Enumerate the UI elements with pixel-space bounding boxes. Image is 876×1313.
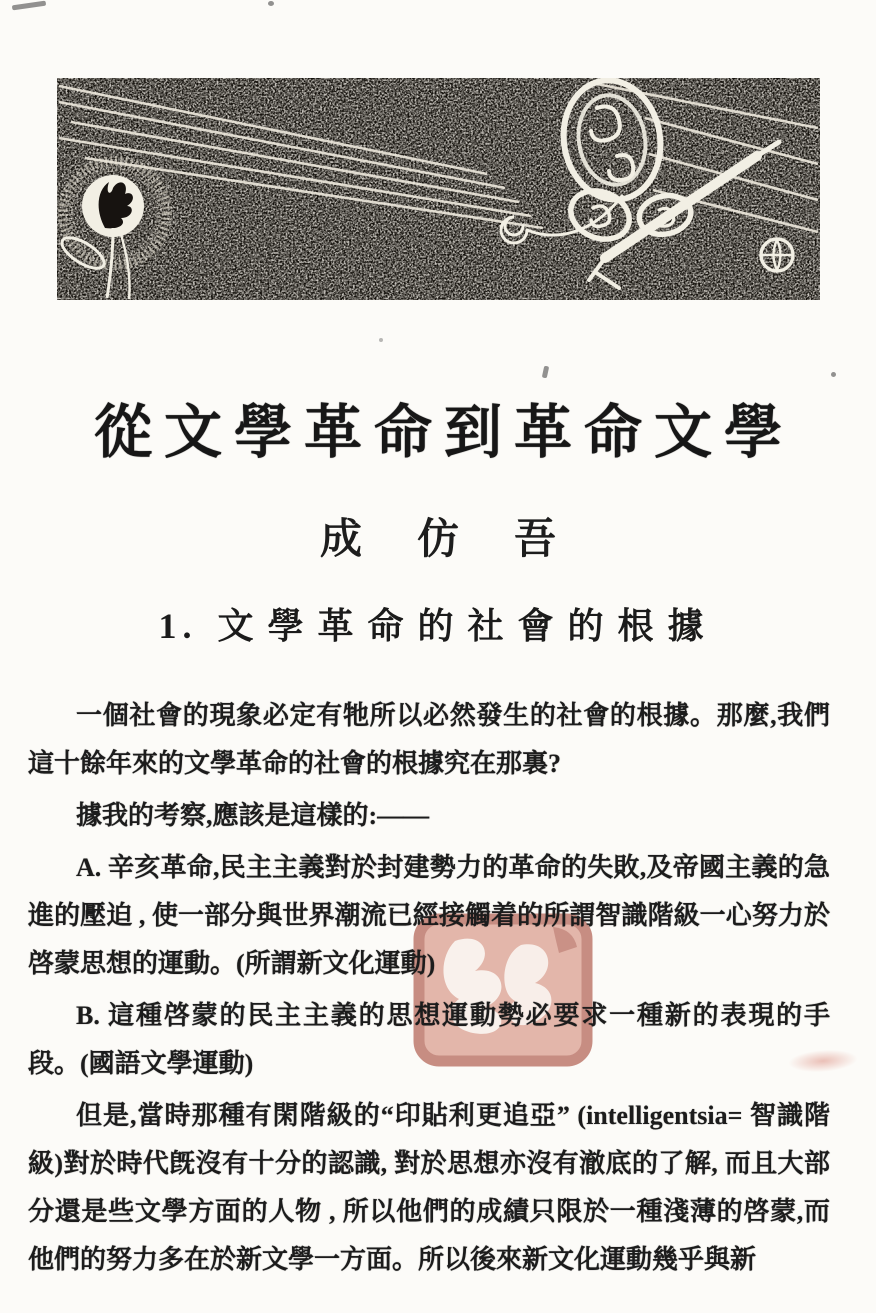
woodcut-banner-art bbox=[57, 78, 820, 300]
body-paragraph: 據我的考察,應該是這樣的:—— bbox=[76, 801, 430, 830]
section-heading bbox=[0, 598, 876, 649]
section-number: 1. bbox=[158, 606, 198, 646]
author-name: 成仿吾 bbox=[319, 517, 611, 563]
header-woodcut-illustration bbox=[57, 78, 820, 300]
article-title: 從文學革命到革命文學 bbox=[93, 400, 794, 465]
body-paragraph: A. 辛亥革命,民主主義對於封建勢力的革命的失敗,及帝國主義的急進的壓迫 , 使一部分與世界潮流已經接觸着的所謂智識階級一心努力於啓蒙思想的運動。(所謂新文化運動) bbox=[28, 853, 830, 978]
section-title: 文學革命的社會的根據 bbox=[217, 606, 718, 646]
scan-speck bbox=[268, 1, 274, 6]
body-paragraph: 一個社會的現象必定有牠所以必然發生的社會的根據。那麼,我們這十餘年來的文學革命的社會的根據究在那裏? bbox=[28, 701, 830, 778]
body-paragraph: B. 這種啓蒙的民主主義的思想運動勢必要求一種新的表現的手段。(國語文學運動) bbox=[28, 1001, 830, 1078]
body-paragraph: 但是,當時那種有閑階級的“印貼利更追亞” (intelligentsia= 智識階級)對於時代旣沒有十分的認識, 對於思想亦沒有澈底的了解, 而且大部分還是些文學方面的人物 , 所以他們的成績只限於一種淺薄的啓蒙,而他們的努力多在於新文學一方面。所以後來新文化運動幾乎與新 bbox=[28, 1101, 830, 1274]
scan-speck bbox=[12, 1, 46, 11]
scan-speck bbox=[379, 338, 383, 342]
scan-speck bbox=[831, 372, 836, 377]
scan-speck bbox=[542, 366, 549, 379]
article-body bbox=[28, 692, 830, 1288]
